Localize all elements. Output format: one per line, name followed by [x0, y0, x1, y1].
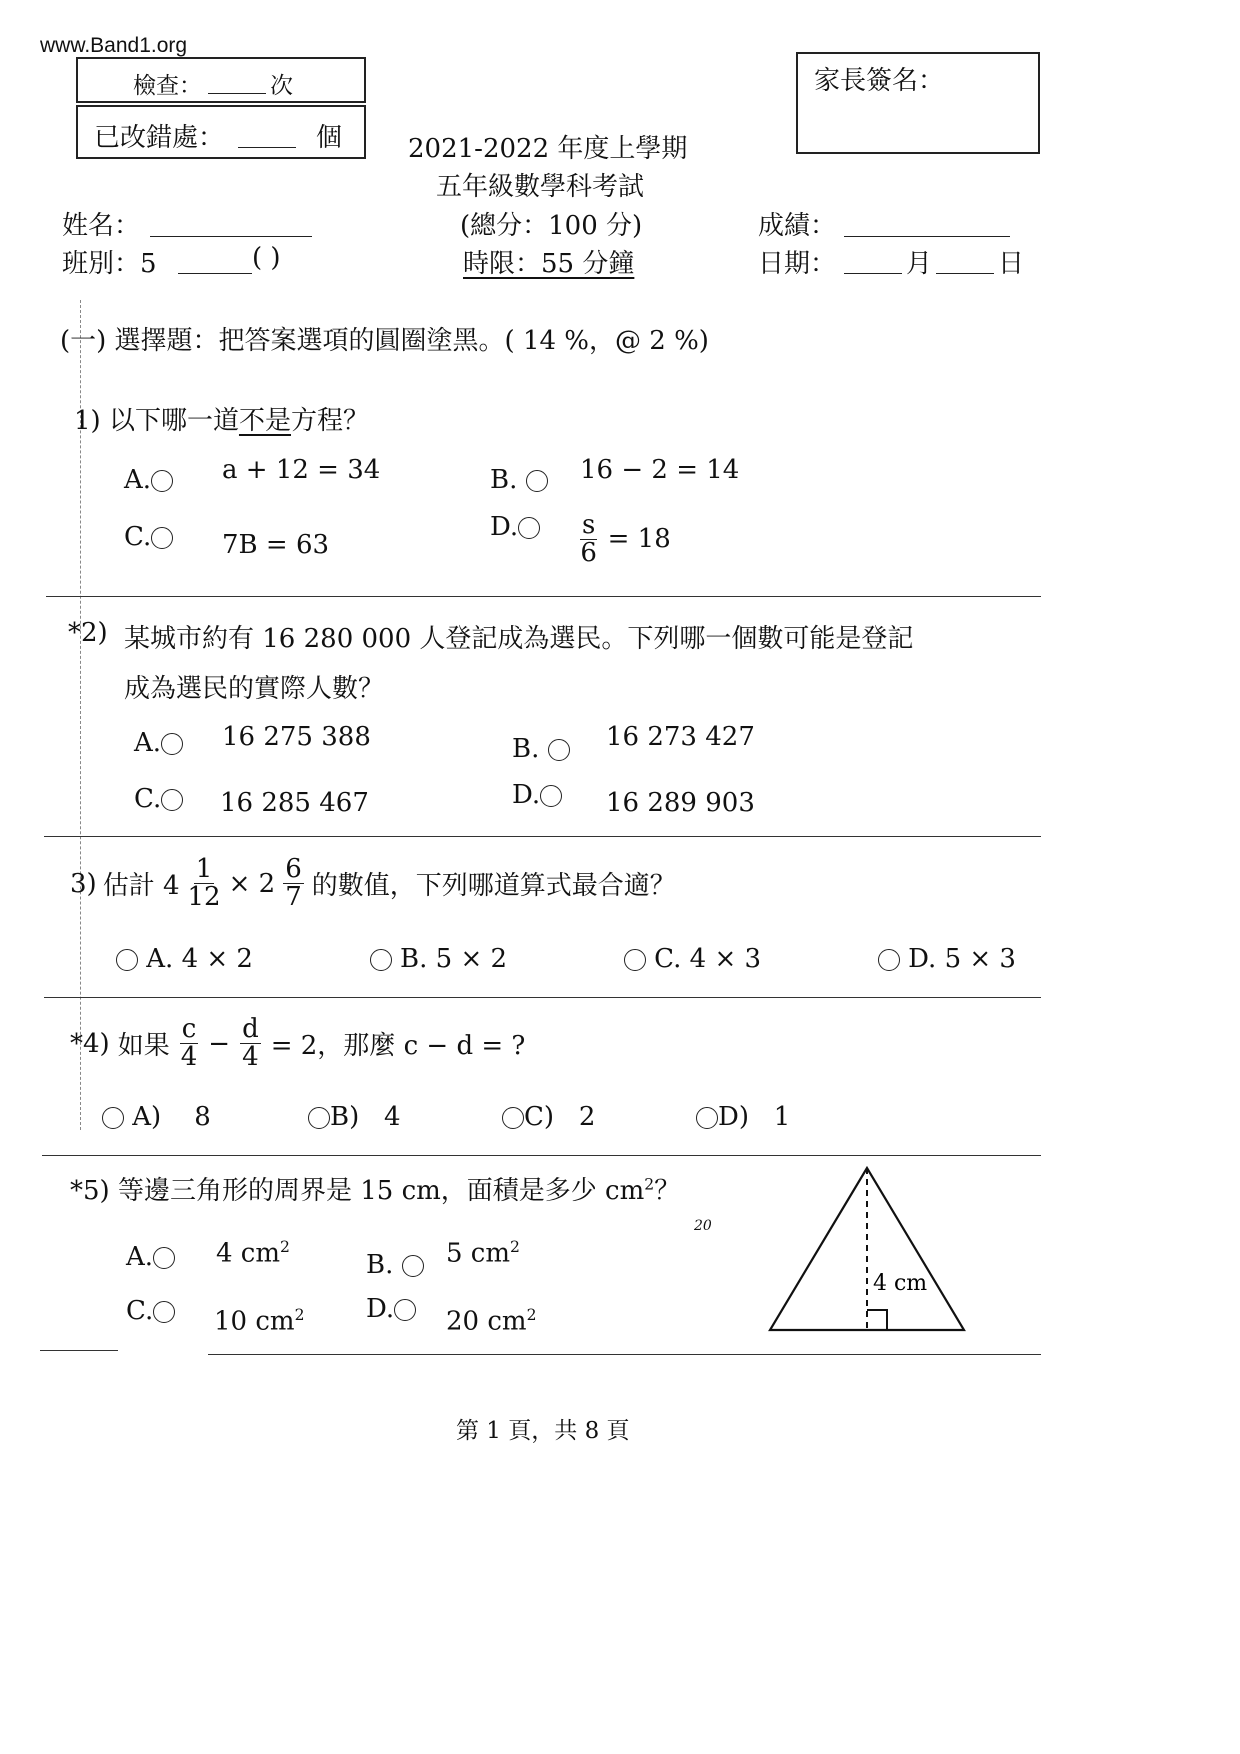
name-field[interactable] [150, 236, 312, 237]
name-label: 姓名： [62, 211, 141, 241]
q3-b-text: B. 5 × 2 [400, 944, 508, 974]
answer-bubble[interactable] [548, 739, 570, 761]
triangle-diagram [760, 1160, 980, 1340]
q5-b-label: B. [366, 1250, 394, 1280]
q3-options [116, 944, 1016, 974]
q4-a-value: 8 [194, 1102, 211, 1132]
answer-bubble[interactable] [370, 949, 392, 971]
q3-f1-den: 12 [187, 882, 221, 913]
parent-sign-box[interactable] [796, 52, 1040, 154]
q3-a-text: A. 4 × 2 [146, 944, 253, 974]
section-heading: (一) 選擇題：把答案選項的圓圈塗黑。( 14 %，@ 2 %) [60, 326, 709, 356]
q4-b-label: B) [330, 1102, 360, 1132]
q2-c-label: C. [134, 784, 162, 814]
q3-option-a[interactable] [116, 944, 253, 974]
q1-d-label: D. [490, 512, 519, 542]
q3-number: 3) [70, 868, 97, 899]
month-label: 月 [906, 249, 933, 279]
q3-mid: × 2 [228, 868, 276, 899]
q2-option-c[interactable] [134, 784, 183, 814]
q3-f2-num: 6 [285, 854, 302, 884]
q1-c-text: 7B = 63 [222, 530, 330, 560]
class-number-field[interactable]: ( ) [252, 243, 281, 273]
q3-f1-num: 1 [195, 854, 213, 884]
class-field[interactable] [178, 273, 252, 274]
exam-title: 五年級數學科考試 [436, 172, 645, 202]
q4-f1-num: c [181, 1014, 197, 1044]
q2-option-a[interactable] [134, 728, 183, 758]
q5-a-sup: 2 [280, 1238, 290, 1256]
q5-d-value: 20 cm [446, 1306, 527, 1337]
q1-d-num: s [582, 510, 596, 540]
answer-bubble[interactable] [878, 949, 900, 971]
q4-f2-den: 4 [242, 1042, 259, 1073]
q1-a-text: a + 12 = 34 [222, 455, 381, 485]
q4-b-value: 4 [384, 1102, 401, 1132]
q3-c-text: C. 4 × 3 [654, 944, 762, 974]
answer-bubble[interactable] [161, 789, 183, 811]
q1-text-emph: 不是 [238, 406, 291, 436]
q2-c-text: 16 285 467 [220, 788, 369, 818]
page-number: 第 1 頁，共 8 頁 [456, 1418, 630, 1444]
q5-c-value: 10 cm [214, 1306, 295, 1337]
q3-fraction-2 [283, 856, 304, 912]
answer-bubble[interactable] [402, 1255, 424, 1277]
q5-d-text [446, 1306, 537, 1337]
q4-number: *4) [70, 1028, 110, 1059]
corrected-blank[interactable] [238, 147, 296, 148]
score-field[interactable] [844, 236, 1010, 237]
q5-a-label: A. [126, 1242, 154, 1272]
q2-a-text: 16 275 388 [222, 722, 371, 752]
answer-bubble[interactable] [153, 1247, 175, 1269]
q4-a-label: A) [132, 1102, 162, 1132]
q3-pre: 估計 4 [102, 871, 180, 902]
q5-number: *5) [70, 1176, 110, 1206]
q5-a-value: 4 cm [216, 1238, 281, 1269]
check-unit: 次 [270, 73, 293, 99]
q2-d-label: D. [512, 780, 541, 810]
answer-bubble[interactable] [151, 527, 173, 549]
q4-f2-num: d [242, 1014, 259, 1044]
q1-a-label: A. [124, 465, 152, 495]
q5-option-b[interactable] [366, 1250, 424, 1280]
q5-a-text [216, 1238, 290, 1269]
month-field[interactable] [844, 273, 902, 274]
q5-b-sup: 2 [510, 1238, 520, 1256]
total-marks: (總分：100 分) [460, 211, 643, 241]
answer-bubble[interactable] [696, 1107, 718, 1129]
answer-bubble[interactable] [308, 1107, 330, 1129]
answer-bubble[interactable] [540, 785, 562, 807]
q5-option-d[interactable] [366, 1294, 416, 1324]
q5-b-text [446, 1238, 520, 1269]
q4-f1-den: 4 [180, 1042, 198, 1073]
q1-option-d[interactable] [490, 512, 540, 542]
q1-option-c[interactable] [124, 522, 173, 552]
q4-fraction-1 [180, 1016, 199, 1072]
q5-d-label: D. [366, 1294, 395, 1324]
answer-bubble[interactable] [518, 517, 540, 539]
q5-b-value: 5 cm [446, 1238, 511, 1269]
q3-post: 的數值，下列哪道算式最合適？ [311, 871, 676, 902]
q1-option-a[interactable] [124, 465, 173, 495]
q3-stem [70, 856, 676, 912]
q1-text-pre: 以下哪一道 [108, 406, 239, 436]
q4-fraction-2 [240, 1016, 261, 1072]
time-limit: 時限：55 分鐘 [463, 249, 635, 279]
q5-note: 20 [694, 1218, 712, 1234]
score-label: 成績： [758, 211, 837, 241]
divider [46, 596, 1041, 597]
q5-text: 等邊三角形的周界是 15 cm，面積是多少 cm [117, 1176, 645, 1206]
q2-b-label: B. [512, 734, 540, 764]
q1-b-label: B. [490, 465, 518, 495]
q1-option-b[interactable] [490, 465, 548, 495]
triangle-height-label: 4 cm [873, 1271, 928, 1296]
q4-c-label: C) [524, 1102, 555, 1132]
class-label: 班別：5 [62, 249, 157, 279]
q4-post: = 2，那麼 c − d = ? [270, 1031, 526, 1062]
day-label: 日 [998, 249, 1025, 279]
q5-c-label: C. [126, 1296, 154, 1326]
answer-bubble[interactable] [153, 1301, 175, 1323]
answer-bubble[interactable] [394, 1299, 416, 1321]
q2-a-label: A. [134, 728, 162, 758]
answer-bubble[interactable] [526, 470, 548, 492]
q4-option-c[interactable] [502, 1102, 595, 1132]
q1-d-fraction [580, 512, 597, 568]
q5-option-a[interactable] [126, 1242, 175, 1272]
q3-option-d[interactable] [878, 944, 1016, 974]
q4-d-label: D) [718, 1102, 749, 1132]
q4-option-b[interactable] [308, 1102, 401, 1132]
answer-bubble[interactable] [161, 733, 183, 755]
check-box [76, 57, 366, 103]
q1-d-rest: = 18 [607, 523, 671, 554]
q4-c-value: 2 [578, 1102, 596, 1132]
q2-d-text: 16 289 903 [606, 788, 755, 818]
parent-sign-label: 家長簽名： [814, 66, 945, 96]
day-field[interactable] [936, 273, 994, 274]
divider [42, 1155, 1041, 1156]
q4-option-d[interactable] [696, 1102, 790, 1132]
q1-stem [74, 400, 369, 437]
answer-bubble[interactable] [151, 470, 173, 492]
corrected-label: 已改錯處： [94, 123, 225, 153]
q2-line2: 成為選民的實際人數？ [124, 674, 385, 704]
answer-bubble[interactable] [624, 949, 646, 971]
q2-line1: 某城市約有 16 280 000 人登記成為選民。下列哪一個數可能是登記 [124, 624, 914, 654]
q4-stem [70, 1016, 525, 1072]
q5-sup: 2 [644, 1175, 655, 1194]
answer-bubble[interactable] [102, 1107, 124, 1129]
answer-bubble[interactable] [116, 949, 138, 971]
q4-pre: 如果 [117, 1031, 170, 1062]
corrected-unit: 個 [316, 123, 343, 153]
divider [44, 997, 1041, 998]
watermark: www.Band1.org [40, 34, 188, 57]
q5-question-mark: ？ [654, 1176, 681, 1206]
q2-option-d[interactable] [512, 780, 562, 810]
q1-d-den: 6 [580, 538, 597, 569]
q1-b-text: 16 − 2 = 14 [580, 455, 740, 485]
q2-b-text: 16 273 427 [606, 722, 755, 752]
q1-number: 1) [74, 406, 101, 436]
q5-stem [70, 1170, 680, 1207]
q3-f2-den: 7 [285, 882, 302, 913]
q5-d-sup: 2 [526, 1306, 537, 1324]
divider [208, 1354, 1041, 1355]
q4-option-a[interactable] [102, 1102, 211, 1132]
q1-c-label: C. [124, 522, 152, 552]
q2-number: *2) [68, 618, 108, 648]
term-title: 2021-2022 年度上學期 [408, 134, 688, 164]
q4-d-value: 1 [773, 1102, 791, 1132]
q2-option-b[interactable] [512, 734, 570, 764]
q3-option-c[interactable] [624, 944, 761, 974]
q4-minus: − [208, 1028, 231, 1059]
corrected-box [76, 105, 366, 159]
date-label: 日期： [758, 249, 837, 279]
q5-c-text [214, 1306, 305, 1337]
q3-fraction-1 [188, 856, 221, 912]
q5-c-sup: 2 [294, 1306, 305, 1324]
divider [44, 836, 1041, 837]
check-label: 檢查： [133, 73, 202, 99]
q3-d-text: D. 5 × 3 [908, 944, 1016, 974]
q1-d-text [578, 512, 671, 568]
q5-option-c[interactable] [126, 1296, 175, 1326]
q1-text-post: 方程？ [290, 406, 369, 436]
answer-bubble[interactable] [502, 1107, 524, 1129]
q3-option-b[interactable] [370, 944, 507, 974]
check-blank[interactable] [208, 93, 266, 94]
divider [40, 1350, 118, 1351]
